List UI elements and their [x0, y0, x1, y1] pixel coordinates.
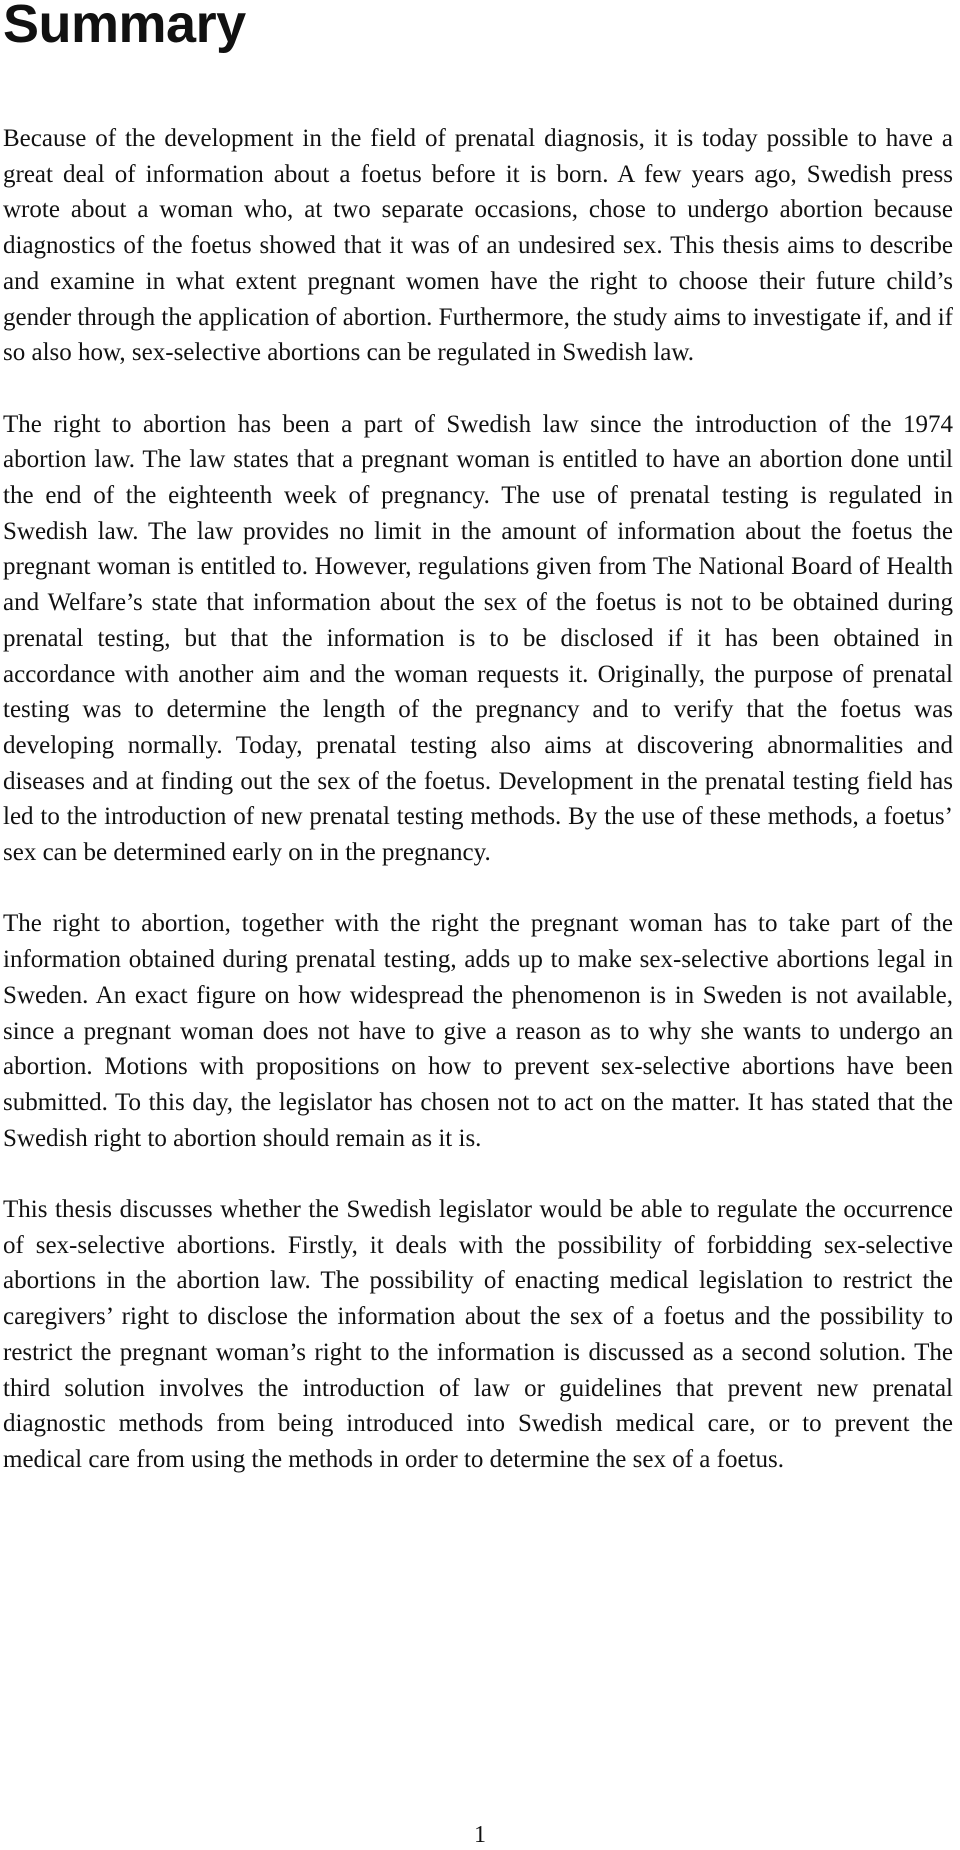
paragraph-legality: The right to abortion, together with the right the pregnant woman has to take part of the information obtained during prenatal testing, adds up to make sex-selective abortions legal in Sweden. An exact figure on how widespread the phenomenon is in Sweden is not available, since a pregnant woman does not have to give a reason as to why she wants to undergo an abortion. Motions with propositions on how to prevent sex-selective abortions have been submitted. To this day, the legislator has chosen not to act on the matter. It has stated that the Swedish right to abortion should remain as it is. [3, 910, 953, 1152]
paragraph-intro: Because of the development in the field of prenatal diagnosis, it is today possible to have a great deal of information about a foetus before it is born. A few years ago, Swedish press wrote about a woman who, at two separate occasions, chose to undergo abortion because diagnostics of the foetus showed that it was of an undesired sex. This thesis aims to describe and examine in what extent pregnant women have the right to choose their future child’s gender through the application of abortion. Furthermore, the study aims to investigate if, and if so also how, sex-selective abortions can be regulated in Swedish law. [3, 125, 953, 367]
page-number: 1 [474, 1822, 486, 1848]
paragraph-regulation-options: This thesis discusses whether the Swedish legislator would be able to regulate the occurrence of sex-selective abortions. Firstly, it deals with the possibility of forbidding sex-selective abortions in the abortion law. The possibility of enacting medical legislation to restrict the caregivers’ right to disclose the information about the sex of a foetus and the possibility to restrict the pregnant woman’s right to the information is discussed as a second solution. The third solution involves the introduction of law or guidelines that prevent new prenatal diagnostic methods from being introduced into Swedish medical care, or to prevent the medical care from using the methods in order to determine the sex of a foetus. [3, 1196, 953, 1473]
paragraph-abortion-law: The right to abortion has been a part of Swedish law since the introduction of the 1974 abortion law. The law states that a pregnant woman is entitled to have an abortion done until the end of the eighteenth week of pregnancy. The use of prenatal testing is regulated in Swedish law. The law provides no limit in the amount of information about the foetus the pregnant woman is entitled to. However, regulations given from The National Board of Health and Welfare’s state that information about the sex of the foetus is not to be obtained during prenatal testing, but that the information is to be disclosed if it has been obtained in accordance with another aim and the woman requests it. Originally, the purpose of prenatal testing was to determine the length of the pregnancy and to verify that the foetus was developing normally. Today, prenatal testing also aims at discovering abnormalities and diseases and at finding out the sex of the foetus. Development in the prenatal testing field has led to the introduction of new prenatal testing methods. By the use of these methods, a foetus’ sex can be determined early on in the pregnancy. [3, 410, 953, 867]
summary-body [3, 121, 953, 1478]
page-title: Summary [3, 0, 246, 54]
